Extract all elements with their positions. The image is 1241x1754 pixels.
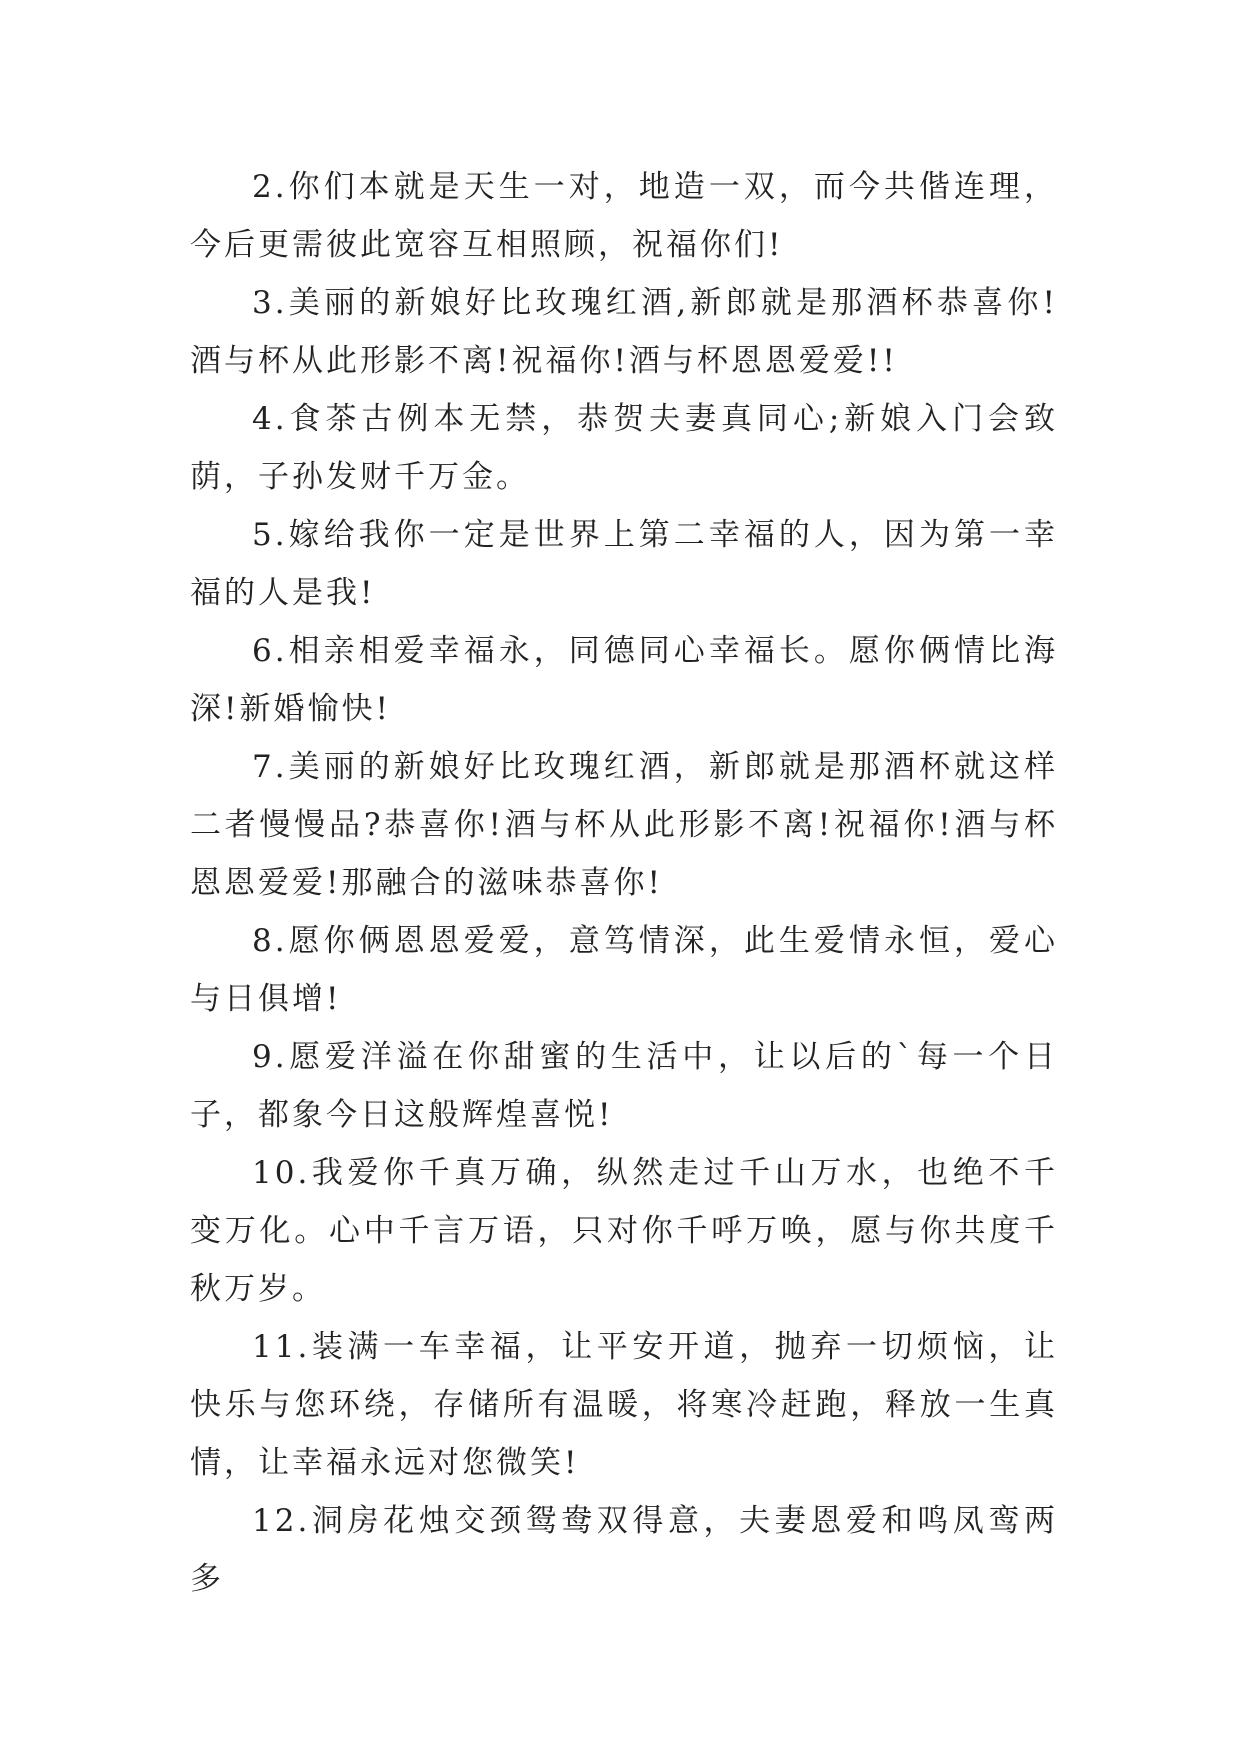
paragraph-6: 6.相亲相爱幸福永，同德同心幸福长。愿你俩情比海深!新婚愉快! [190,633,1058,727]
paragraph-7: 7.美丽的新娘好比玫瑰红酒，新郎就是那酒杯就这样二者慢慢品?恭喜你!酒与杯从此形影不离!祝福你!酒与杯恩恩爱爱!那融合的滋味恭喜你! [190,749,1058,901]
paragraph-11: 11.装满一车幸福，让平安开道，抛弃一切烦恼，让快乐与您环绕，存储所有温暖，将寒冷赶跑，释放一生真情，让幸福永远对您微笑! [190,1329,1058,1481]
paragraph-9: 9.愿爱洋溢在你甜蜜的生活中，让以后的`每一个日子，都象今日这般辉煌喜悦! [190,1039,1058,1133]
paragraph-2: 2.你们本就是天生一对，地造一双，而今共偕连理，今后更需彼此宽容互相照顾，祝福你们! [190,169,1058,263]
document-body [190,158,1058,1608]
paragraph-5: 5.嫁给我你一定是世界上第二幸福的人，因为第一幸福的人是我! [190,517,1058,611]
paragraph-12: 12.洞房花烛交颈鸳鸯双得意，夫妻恩爱和鸣凤鸾两多 [190,1503,1058,1597]
paragraph-3: 3.美丽的新娘好比玫瑰红酒,新郎就是那酒杯恭喜你!酒与杯从此形影不离!祝福你!酒与杯恩恩爱爱!! [190,285,1058,379]
paragraph-8: 8.愿你俩恩恩爱爱，意笃情深，此生爱情永恒，爱心与日俱增! [190,923,1058,1017]
paragraph-10: 10.我爱你千真万确，纵然走过千山万水，也绝不千变万化。心中千言万语，只对你千呼万唤，愿与你共度千秋万岁。 [190,1155,1058,1307]
paragraph-4: 4.食茶古例本无禁，恭贺夫妻真同心;新娘入门会致荫，子孙发财千万金。 [190,401,1058,495]
